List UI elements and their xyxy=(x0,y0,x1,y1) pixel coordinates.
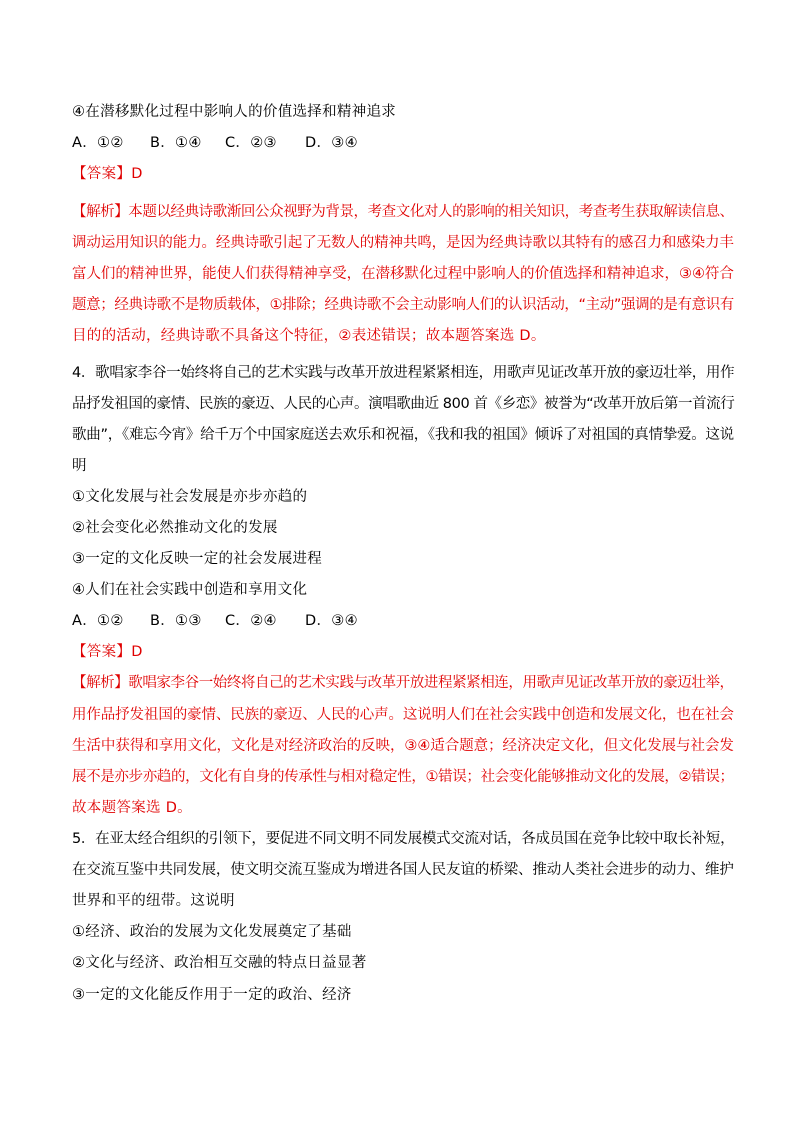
q3-options xyxy=(72,133,358,153)
q4-options xyxy=(72,611,358,631)
q3-answer: 【答案】D xyxy=(72,166,143,182)
q3-analysis-line: 富人们的精神世界，能使人们获得精神享受，在潜移默化过程中影响人的价值选择和精神追求，③④符合 xyxy=(72,266,734,282)
q4-option-b: B．①③ xyxy=(150,613,202,629)
q4-option-c: C．②④ xyxy=(225,613,277,629)
q4-answer: 【答案】D xyxy=(72,644,143,660)
q5-stem-line: 5．在亚太经合组织的引领下，要促进不同文明不同发展模式交流对话，各成员国在竞争比较中取长补短， xyxy=(72,831,735,847)
q3-option-a: A．①② xyxy=(72,135,124,151)
q4-analysis-line: 展不是亦步亦趋的，文化有自身的传承性与相对稳定性，①错误；社会变化能够推动文化的发展，②错误； xyxy=(72,769,734,785)
q4-stem-line: 明 xyxy=(72,458,87,474)
q3-analysis-line: 题意；经典诗歌不是物质载体，①排除；经典诗歌不会主动影响人们的认识活动，“主动”强调的是有意识有 xyxy=(72,297,734,313)
q4-statement-1: ①文化发展与社会发展是亦步亦趋的 xyxy=(72,489,308,505)
q3-analysis-line: 目的的活动，经典诗歌不具备这个特征，②表述错误；故本题答案选 D。 xyxy=(72,328,546,344)
q3-analysis-line: 【解析】本题以经典诗歌渐回公众视野为背景，考查文化对人的影响的相关知识，考查考生获取解读信息、 xyxy=(72,204,734,220)
q4-option-d: D．③④ xyxy=(305,613,358,629)
q3-statement-4: ④在潜移默化过程中影响人的价值选择和精神追求 xyxy=(72,104,397,120)
q4-analysis-line: 用作品抒发祖国的豪情、民族的豪迈、人民的心声。这说明人们在社会实践中创造和发展文化，也在社会 xyxy=(72,707,734,723)
q4-stem-line: 品抒发祖国的豪情、民族的豪迈、人民的心声。演唱歌曲近 800 首《乡恋》被誉为“改革开放后第一首流行 xyxy=(72,396,735,412)
q3-option-b: B．①④ xyxy=(150,135,202,151)
q4-stem-line: 歌曲”，《难忘今宵》给千万个中国家庭送去欢乐和祝福，《我和我的祖国》倾诉了对祖国的真情挚爱。这说 xyxy=(72,427,734,443)
q5-stem-line: 世界和平的纽带。这说明 xyxy=(72,893,235,909)
q4-statement-2: ②社会变化必然推动文化的发展 xyxy=(72,520,278,536)
q5-stem-line: 在交流互鉴中共同发展，使文明交流互鉴成为增进各国人民友谊的桥梁、推动人类社会进步的动力、维护 xyxy=(72,862,734,878)
q3-option-d: D．③④ xyxy=(305,135,358,151)
q4-analysis-line: 【解析】歌唱家李谷一始终将自己的艺术实践与改革开放进程紧紧相连，用歌声见证改革开放的豪迈壮举， xyxy=(72,675,734,691)
q4-statement-3: ③一定的文化反映一定的社会发展进程 xyxy=(72,551,323,567)
q3-option-c: C．②③ xyxy=(225,135,277,151)
q5-statement-2: ②文化与经济、政治相互交融的特点日益显著 xyxy=(72,955,367,971)
q4-option-a: A．①② xyxy=(72,613,124,629)
q3-analysis-line: 调动运用知识的能力。经典诗歌引起了无数人的精神共鸣，是因为经典诗歌以其特有的感召力和感染力丰 xyxy=(72,235,734,251)
q4-stem-line: 4．歌唱家李谷一始终将自己的艺术实践与改革开放进程紧紧相连，用歌声见证改革开放的豪迈壮举，用作 xyxy=(72,365,735,381)
q4-analysis-line: 生活中获得和享用文化，文化是对经济政治的反映，③④适合题意；经济决定文化，但文化发展与社会发 xyxy=(72,738,734,754)
q5-statement-1: ①经济、政治的发展为文化发展奠定了基础 xyxy=(72,924,352,940)
q4-analysis-line: 故本题答案选 D。 xyxy=(72,800,192,816)
q4-statement-4: ④人们在社会实践中创造和享用文化 xyxy=(72,582,308,598)
q5-statement-3: ③一定的文化能反作用于一定的政治、经济 xyxy=(72,987,352,1003)
